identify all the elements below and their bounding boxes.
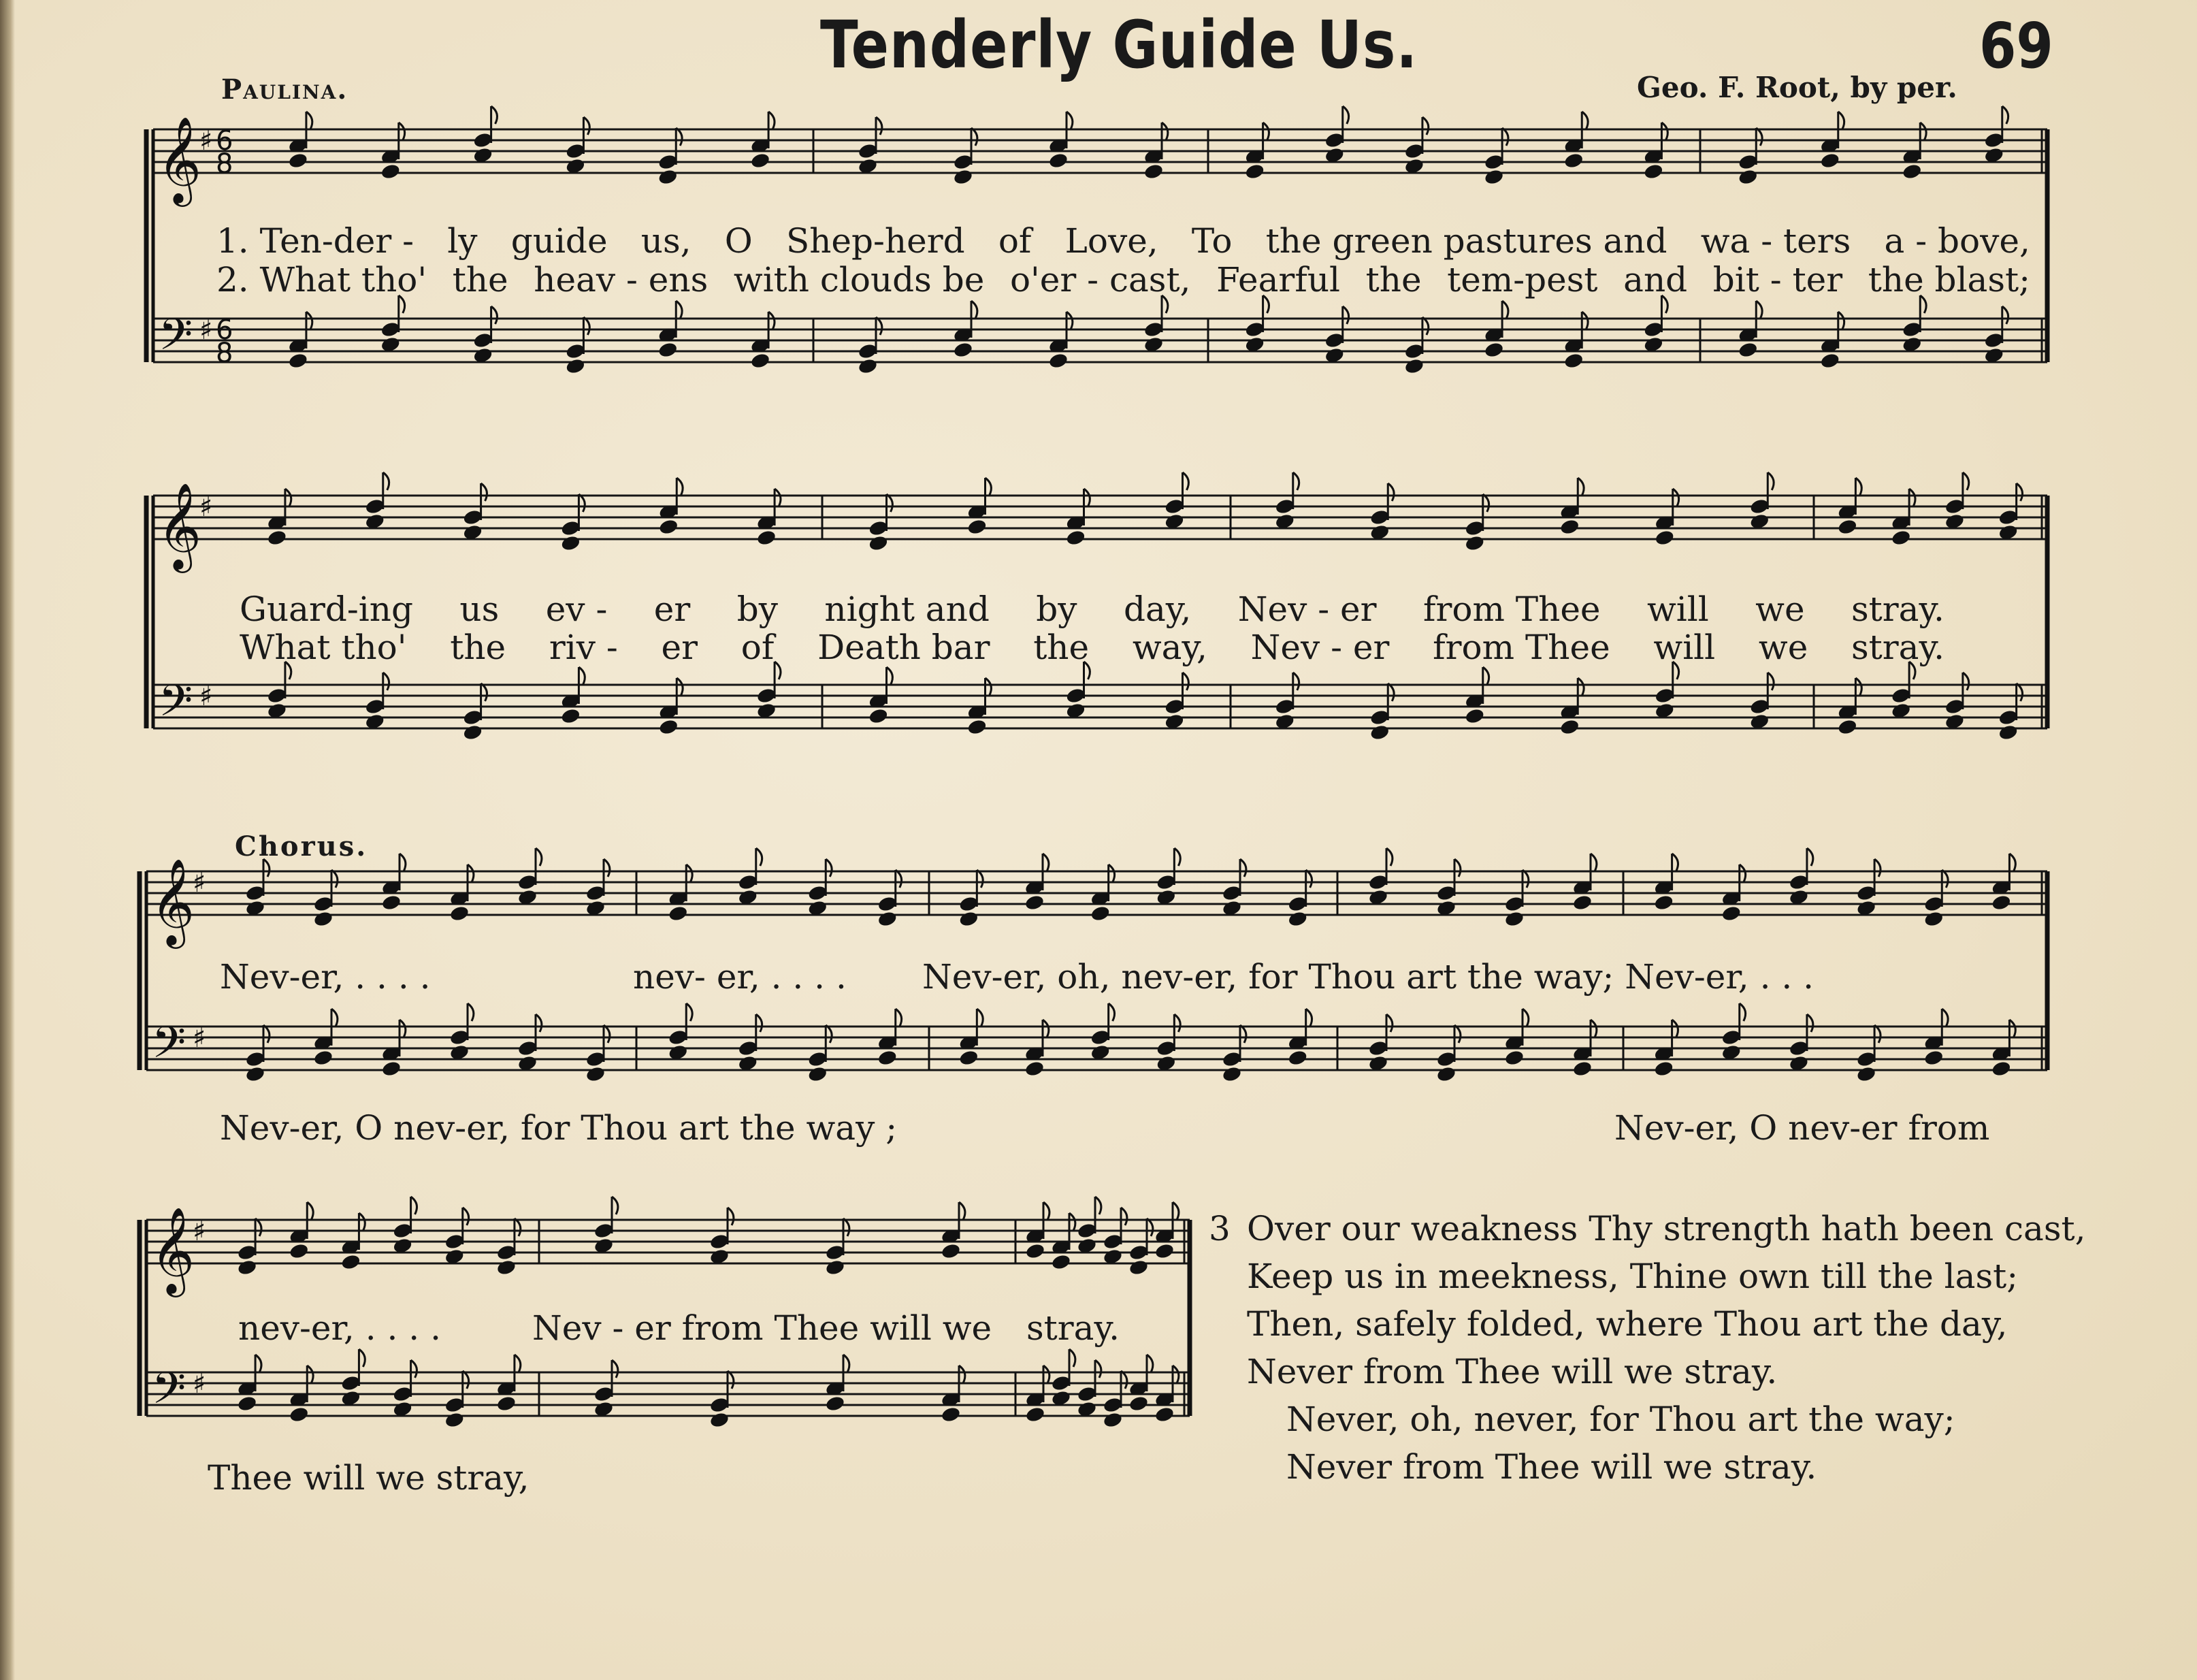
lyric-word: by [1036,589,1077,629]
note-head [1738,168,1759,186]
chorus-lyric-1: Nev-er, . . . . [220,957,431,997]
note-head [449,905,470,922]
note-head [1025,1242,1046,1260]
note-head [1103,1411,1124,1429]
lyric-word: Fearful [1216,260,1341,300]
bass-clef-icon: 𝄢 [152,1363,186,1425]
key-signature-sharp-icon: ♯ [199,681,213,712]
lyric-word: the [1365,260,1422,300]
final-lyric-1: nev-er, . . . . [238,1308,441,1348]
note-head [1128,1259,1150,1276]
note-head [1819,152,1840,169]
note-head [313,910,334,928]
lyric-word: guide [510,221,608,261]
lyric-word: heav - ens [534,260,709,300]
note-head [1154,1242,1175,1260]
note-head [1484,168,1505,186]
lyric-word: ev - [545,589,608,629]
lyric-word: Guard-ing [240,589,413,629]
lyric-word: Nev - er [1250,628,1390,667]
lyric-word: ly [447,221,478,261]
lyric-word: we [1755,589,1805,629]
lyric-word: will [1653,628,1716,667]
lyric-word: To [1191,221,1233,261]
system1-verse1-lyrics [216,221,2030,261]
lyric-word: of [741,628,775,667]
note-head [825,1259,846,1276]
note-head [1504,910,1525,928]
note-head [340,1253,361,1271]
treble-clef-icon: 𝄞 [150,858,195,945]
lyric-word: us, [640,221,691,261]
note-head [381,1060,402,1078]
lyric-word: from Thee [1422,589,1601,629]
lyric-word: O [724,221,753,261]
lyric-word: er [653,589,691,629]
note-head [658,718,679,736]
lyric-word: will [1646,589,1709,629]
treble-clef-icon: 𝄞 [157,116,202,203]
lyric-word: we [1758,628,1808,667]
time-signature: 8 [216,338,233,369]
note-head [289,1242,310,1260]
note-head [953,168,974,186]
note-head [709,1411,730,1429]
tune-name: Paulina. [221,74,348,106]
note-head [1721,905,1742,922]
note-head [267,529,288,547]
verse3-refrain-1: Never, oh, never, for Thou art the way; [1286,1400,1955,1439]
treble-clef-icon: 𝄞 [157,482,202,569]
key-signature-sharp-icon: ♯ [193,867,206,899]
note-head [958,910,979,928]
lyric-word: wa - ters [1700,221,1851,261]
time-signature: 8 [216,148,233,180]
lyric-word: 1. Ten-der - [216,221,414,261]
time-signature: 6 [216,125,233,157]
chorus-lyric-2: nev- er, . . . . [633,957,847,997]
note-head [1856,1065,1877,1083]
note-head [1024,1060,1045,1078]
system2-verse2-lyrics [240,628,1944,667]
note-head [658,518,679,536]
note-head [966,718,988,736]
note-head [1563,352,1584,370]
note-head [1484,341,1505,359]
note-head [825,1395,846,1412]
lyric-word: of [998,221,1032,261]
note-head [496,1395,517,1412]
lyric-word: the [452,260,508,300]
key-signature-sharp-icon: ♯ [193,1216,206,1247]
lyric-word: day, [1123,589,1192,629]
note-head [941,1406,962,1423]
note-head [1923,1049,1944,1067]
note-head [462,724,483,741]
final-bass-lyric: Thee will we stray, [208,1458,530,1498]
note-head [1653,1060,1674,1078]
note-head [1436,1065,1457,1083]
note-head [1563,152,1584,169]
note-head [1738,341,1759,359]
verse3-line-3: Then, safely folded, where Thou art the day, [1247,1304,2008,1344]
chorus-bass-lyric-left: Nev-er, O nev-er, for Thou art the way ; [220,1108,898,1148]
note-head [877,910,898,928]
chorus-label: Chorus. [235,830,368,862]
note-head [1998,724,2019,741]
note-head [1504,1049,1525,1067]
lyric-word: bit - ter [1712,260,1843,300]
note-head [1287,1049,1308,1067]
note-head [1128,1395,1150,1412]
note-head [1654,529,1675,547]
note-head [313,1049,334,1067]
lyric-word: by [736,589,778,629]
key-signature-sharp-icon: ♯ [193,1368,206,1400]
note-head [1048,352,1069,370]
note-head [1369,724,1390,741]
lyric-word: o'er - cast, [1009,260,1191,300]
note-head [1051,1253,1072,1271]
key-signature-sharp-icon: ♯ [199,491,213,523]
note-head [1572,1060,1593,1078]
system2-verse1-lyrics [240,589,1944,629]
key-signature-sharp-icon: ♯ [193,1022,206,1054]
note-head [1572,894,1593,911]
note-head [1143,163,1165,180]
note-head [1837,518,1858,536]
note-head [756,529,777,547]
note-head [1222,1065,1243,1083]
note-head [1923,910,1944,928]
lyric-word: stray. [1851,628,1944,667]
note-head [1404,357,1425,375]
lyric-word: the blast; [1868,260,2030,300]
chorus-bass-lyric-right: Nev-er, O nev-er from [1614,1108,1990,1148]
note-head [1991,1060,2012,1078]
note-head [868,534,889,552]
time-signature: 6 [216,314,233,346]
note-head [750,352,771,370]
note-head [958,1049,979,1067]
note-head [750,152,771,169]
bass-clef-icon: 𝄢 [159,676,193,737]
lyric-word: What tho' [240,628,407,667]
note-head [807,1065,828,1083]
key-signature-sharp-icon: ♯ [199,314,213,346]
note-head [1837,718,1858,736]
page-title: Tenderly Guide Us. [820,7,1418,83]
note-head [1819,352,1840,370]
lyric-word: from Thee [1433,628,1610,667]
note-head [1653,894,1674,911]
chorus-lyric-3: Nev-er, oh, nev-er, for Thou art the way; Nev-er, . . . [922,957,1814,997]
note-head [1065,529,1086,547]
note-head [1464,534,1485,552]
key-signature-sharp-icon: ♯ [199,125,213,157]
note-head [1991,894,2012,911]
note-head [1048,152,1069,169]
note-head [289,1406,310,1423]
note-head [1891,529,1912,547]
note-head [1154,1406,1175,1423]
note-head [1090,905,1111,922]
note-head [380,163,401,180]
lyric-word: night and [824,589,990,629]
note-head [1902,163,1923,180]
note-head [657,168,679,186]
composer-credit: Geo. F. Root, by per. [1637,71,1957,104]
final-lyric-3: stray. [1026,1308,1120,1348]
lyric-word: the green pastures and [1265,221,1667,261]
note-head [381,894,402,911]
note-head [1025,1406,1046,1423]
treble-clef-icon: 𝄞 [150,1206,195,1293]
note-head [668,905,689,922]
bass-clef-icon: 𝄢 [159,310,193,371]
note-head [1244,163,1265,180]
note-head [560,707,581,725]
note-head [1464,707,1485,725]
verse3-line-4: Never from Thee will we stray. [1247,1352,1778,1391]
note-head [1024,894,1045,911]
page-number: 69 [1979,10,2053,82]
lyric-word: way, [1132,628,1207,667]
note-head [1287,910,1308,928]
lyric-word: Shep-herd [785,221,965,261]
lyric-word: Nev - er [1237,589,1377,629]
lyric-word: Death bar [817,628,990,667]
lyric-word: stray. [1851,589,1944,629]
verse3-refrain-2: Never from Thee will we stray. [1286,1447,1817,1487]
lyric-word: er [661,628,698,667]
note-head [288,352,309,370]
note-head [565,357,586,375]
note-head [877,1049,898,1067]
final-lyric-2: Nev - er from Thee will we [532,1308,992,1348]
verse3-line-2: Keep us in meekness, Thine own till the last; [1247,1257,2019,1296]
lyric-word: tem-pest [1447,260,1598,300]
note-head [585,1065,606,1083]
note-head [560,534,581,552]
note-head [953,341,974,359]
note-head [496,1259,517,1276]
lyric-word: Love, [1064,221,1158,261]
system1-verse2-lyrics [216,260,2030,300]
lyric-word: a - bove, [1884,221,2030,261]
note-head [657,341,679,359]
verse3-line-1: Over our weakness Thy strength hath been cast, [1247,1209,2086,1248]
bass-clef-icon: 𝄢 [152,1018,186,1079]
lyric-word: the [1033,628,1090,667]
lyric-word: with clouds be [733,260,985,300]
note-head [941,1242,962,1260]
note-head [1559,518,1580,536]
lyric-word: and [1623,260,1688,300]
note-head [1559,718,1580,736]
note-head [858,357,879,375]
lyric-word: us [459,589,500,629]
note-head [237,1395,258,1412]
note-head [868,707,889,725]
note-head [444,1411,465,1429]
note-head [288,152,309,169]
note-head [237,1259,258,1276]
verse3-number: 3 [1209,1209,1231,1248]
note-head [1643,163,1664,180]
lyric-word: the [450,628,506,667]
lyric-word: 2. What tho' [216,260,427,300]
lyric-word: riv - [549,628,618,667]
note-head [245,1065,266,1083]
note-head [966,518,988,536]
